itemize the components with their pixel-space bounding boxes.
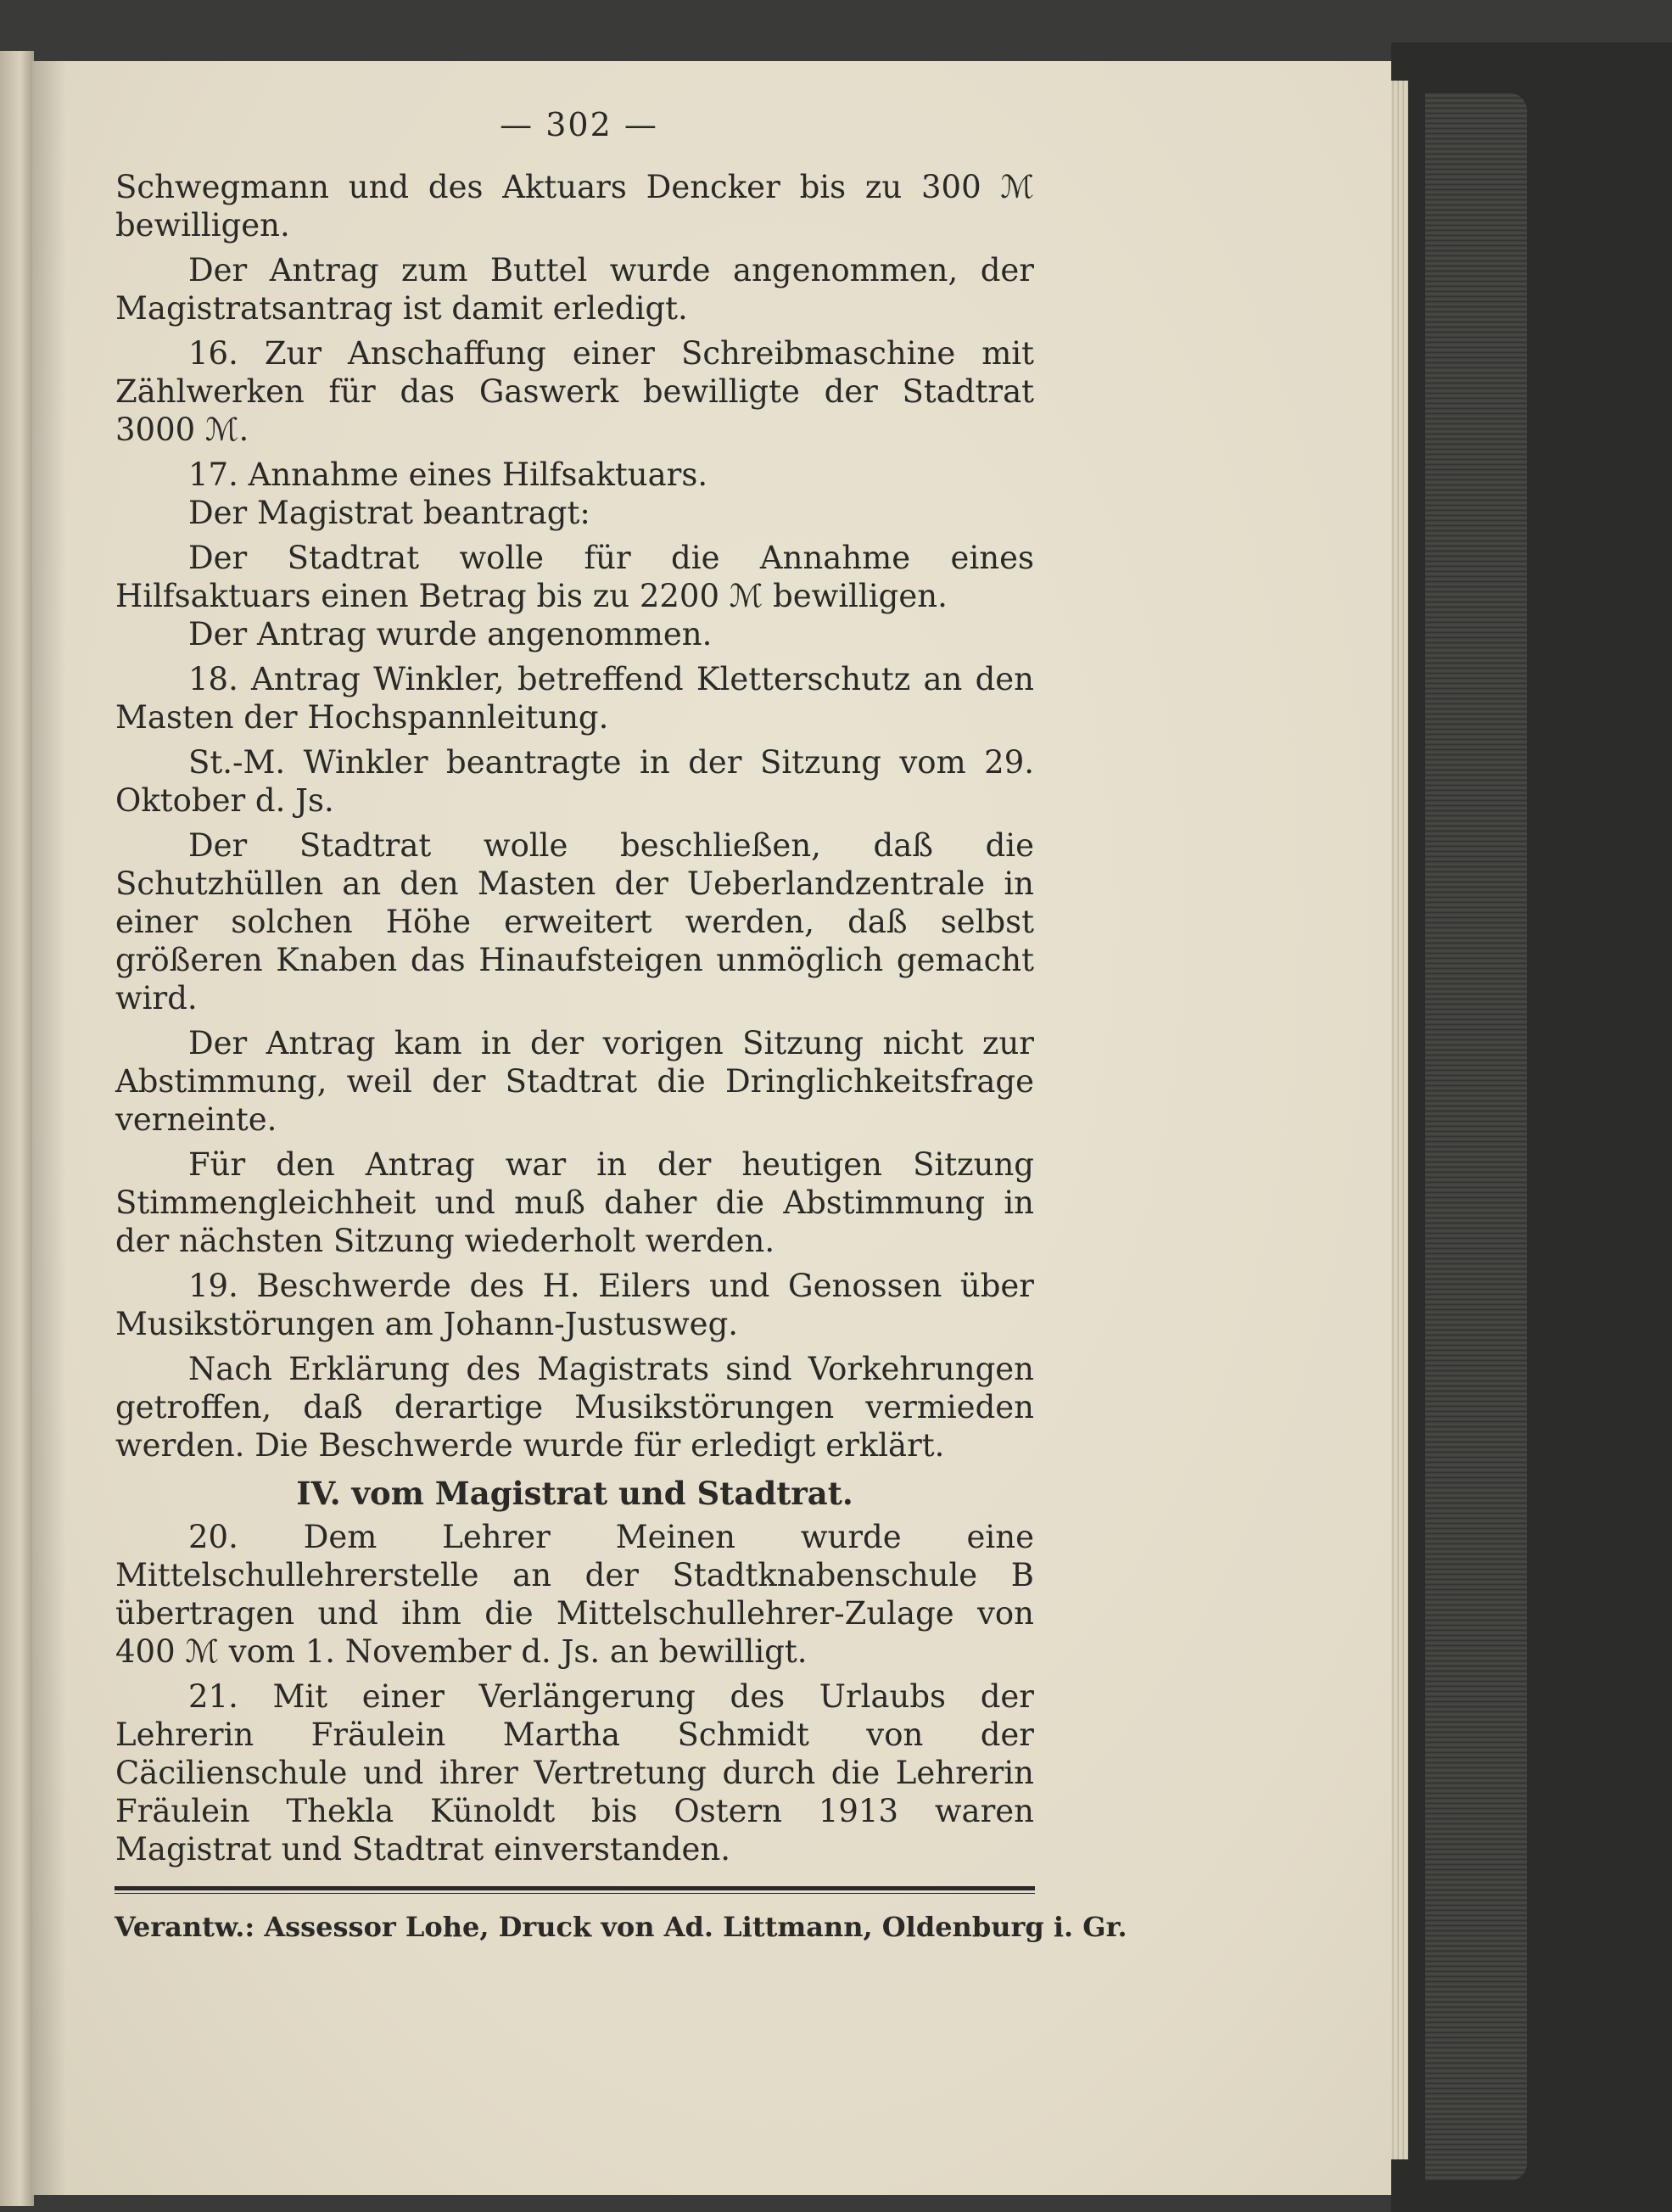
- paragraph: Der Stadtrat wolle für die Annahme eines Hilfsaktuars einen Betrag bis zu 2200 ℳ bewilligen.: [115, 540, 1034, 614]
- paragraph: Nach Erklärung des Magistrats sind Vorkehrungen getroffen, daß derartige Musikstörungen vermieden werden. Die Beschwerde wurde für erledigt erklärt.: [115, 1351, 1034, 1464]
- paragraph: 19. Beschwerde des H. Eilers und Genossen über Musikstörungen am Johann-Justusweg.: [115, 1268, 1034, 1342]
- footer-rule: [115, 1886, 1035, 1894]
- cover-board: [1425, 93, 1527, 2181]
- paragraph: Schwegmann und des Aktuars Dencker bis zu 300 ℳ bewilligen.: [115, 169, 1034, 244]
- printer-imprint: Verantw.: Assessor Lohe, Druck von Ad. Littmann, Oldenburg i. Gr.: [115, 1911, 1127, 1943]
- left-page-edge: [0, 51, 34, 2206]
- paragraph: 17. Annahme eines Hilfsaktuars.: [188, 456, 708, 493]
- paragraph: 16. Zur Anschaffung einer Schreibmaschine mit Zählwerken für das Gaswerk bewilligte der Stadtrat 3000 ℳ.: [115, 335, 1034, 448]
- section-heading: IV. vom Magistrat und Stadtrat.: [296, 1475, 853, 1512]
- paragraph: 21. Mit einer Verlängerung des Urlaubs der Lehrerin Fräulein Martha Schmidt von der Cäcilienschule und ihrer Vertretung durch die Lehrerin Fräulein Thekla Künoldt bis Ostern 1913 waren Magistrat und Stadtrat einverstanden.: [115, 1678, 1034, 1868]
- paragraph: Der Antrag kam in der vorigen Sitzung nicht zur Abstimmung, weil der Stadtrat die Dringlichkeitsfrage verneinte.: [115, 1025, 1034, 1138]
- paragraph: Der Antrag wurde angenommen.: [188, 616, 713, 652]
- paragraph: Der Stadtrat wolle beschließen, daß die Schutzhüllen an den Masten der Ueberlandzentrale in einer solchen Höhe erweitert werden, daß selbst größeren Knaben das Hinaufsteigen unmöglich gemacht wird.: [115, 827, 1034, 1016]
- paragraph: 18. Antrag Winkler, betreffend Kletterschutz an den Masten der Hochspannleitung.: [115, 661, 1034, 736]
- gutter-shadow: [32, 61, 66, 2195]
- paragraph: Der Magistrat beantragt:: [188, 495, 590, 531]
- book-cover: [1391, 42, 1672, 2212]
- paragraph: Der Antrag zum Buttel wurde angenommen, der Magistratsantrag ist damit erledigt.: [115, 252, 1034, 327]
- paragraph: 20. Dem Lehrer Meinen wurde eine Mittelschullehrerstelle an der Stadtknabenschule B übertragen und ihm die Mittelschullehrer-Zulage von 400 ℳ vom 1. November d. Js. an bewilligt.: [115, 1519, 1034, 1670]
- paragraph: St.-M. Winkler beantragte in der Sitzung vom 29. Oktober d. Js.: [115, 744, 1034, 819]
- page-text-block: [115, 106, 1034, 1868]
- paragraph: Für den Antrag war in der heutigen Sitzung Stimmengleichheit und muß daher die Abstimmung in der nächsten Sitzung wiederholt werden.: [115, 1146, 1034, 1259]
- page-number: — 302 —: [500, 106, 658, 143]
